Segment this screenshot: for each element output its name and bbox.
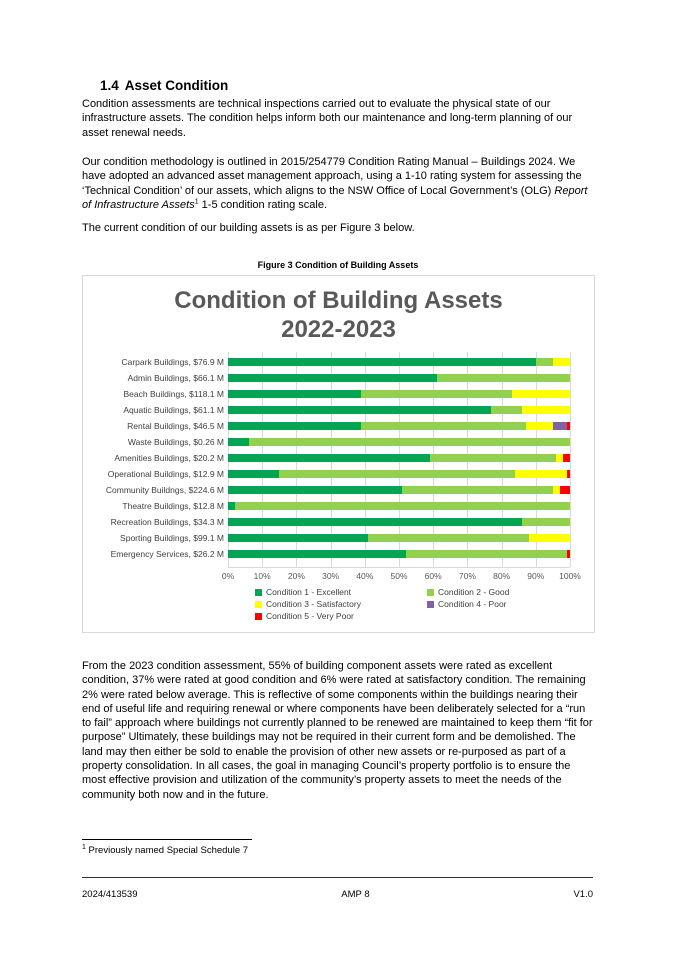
bar-segment bbox=[402, 486, 552, 494]
category-label: Operational Buildings, $12.9 M bbox=[107, 469, 224, 479]
category-label: Admin Buildings, $66.1 M bbox=[127, 373, 224, 383]
bar-segment bbox=[249, 438, 570, 446]
bar-segment bbox=[567, 422, 570, 430]
chart-row bbox=[83, 482, 570, 498]
bar-segment bbox=[529, 534, 570, 542]
category-label: Theatre Buildings, $12.8 M bbox=[122, 501, 224, 511]
bar-segment bbox=[228, 454, 430, 462]
chart-title-line1: Condition of Building Assets bbox=[174, 287, 503, 314]
chart-row bbox=[83, 418, 570, 434]
bar-segment bbox=[279, 470, 515, 478]
footer-doc-number: 2024/413539 bbox=[82, 889, 138, 900]
footnote bbox=[82, 845, 248, 856]
chart-legend bbox=[255, 587, 509, 621]
footnote-divider bbox=[82, 839, 252, 840]
x-axis-tick-label: 90% bbox=[527, 571, 545, 581]
x-axis-tick-label: 70% bbox=[458, 571, 476, 581]
bar-stack bbox=[228, 486, 570, 494]
bar-segment bbox=[361, 422, 525, 430]
paragraph-3: The current condition of our building assets is as per Figure 3 below. bbox=[82, 222, 415, 234]
category-label: Community Buildngs, $224.6 M bbox=[105, 485, 224, 495]
figure-caption: Figure 3 Condition of Building Assets bbox=[257, 260, 419, 270]
bar-stack bbox=[228, 390, 570, 398]
bar-segment bbox=[228, 550, 406, 558]
category-label: Emergency Services, $26.2 M bbox=[110, 549, 224, 559]
bar-segment bbox=[228, 374, 437, 382]
legend-swatch bbox=[255, 589, 262, 596]
legend-swatch bbox=[427, 601, 434, 608]
legend-item bbox=[427, 587, 509, 597]
bar-segment bbox=[567, 470, 570, 478]
bar-stack bbox=[228, 502, 570, 510]
x-axis-tick-label: 0% bbox=[221, 571, 235, 581]
legend-item bbox=[255, 611, 427, 621]
x-axis-tick-label: 10% bbox=[253, 571, 271, 581]
paragraph-2-tail: 1-5 condition rating scale. bbox=[198, 198, 328, 211]
footnote-text: Previously named Special Schedule 7 bbox=[85, 845, 249, 856]
bar-segment bbox=[553, 486, 560, 494]
bar-segment bbox=[228, 390, 361, 398]
bar-stack bbox=[228, 422, 570, 430]
footnote-number: 1 bbox=[82, 843, 86, 851]
category-label: Waste Buildings, $0.26 M bbox=[127, 437, 224, 447]
bar-segment bbox=[515, 470, 566, 478]
bar-stack bbox=[228, 374, 570, 382]
footnote-ref: 1 bbox=[194, 198, 199, 206]
category-label: Beach Buildings, $118.1 M bbox=[123, 389, 224, 399]
bar-segment bbox=[553, 422, 567, 430]
bar-stack bbox=[228, 470, 570, 478]
legend-swatch bbox=[427, 589, 434, 596]
footer-version: V1.0 bbox=[573, 889, 593, 900]
x-axis-tick-label: 30% bbox=[322, 571, 340, 581]
legend-label: Condition 1 - Excellent bbox=[266, 587, 352, 597]
footer-divider bbox=[82, 877, 593, 878]
paragraph-1: Condition assessments are technical inspections carried out to evaluate the physical state of our infrastructure assets. The condition helps inform both our maintenance and long-term planning of our asset renewal needs. bbox=[82, 98, 573, 139]
analysis-paragraph: From the 2023 condition assessment, 55% of building component assets were rated as excellent condition, 37% were rated at good condition and 6% were rated at satisfactory condition. The remaining 2% were rated below average. This is reflective of some components within the buildings nearing their end of useful life and requiring renewal or where components have been deliberately selected for a “run to fail” approach where buildings not currently planned to be renewed are maintained to keep them “fit for purpose” Ultimately, these buildings may not be required in their current form and be demolished. The land may then either be sold to enable the provision of other new assets or re-purposed as part of a property consolidation. In all cases, the goal in managing Council’s property portfolio is to ensure the most effective provision and utilization of the community’s property assets to meet the needs of the community both now and in the future. bbox=[82, 660, 593, 801]
bar-segment bbox=[368, 534, 529, 542]
x-axis-ticks bbox=[221, 571, 581, 583]
bar-stack bbox=[228, 438, 570, 446]
legend-label: Condition 4 - Poor bbox=[438, 599, 507, 609]
grid-line bbox=[570, 352, 571, 567]
x-axis-tick-label: 80% bbox=[493, 571, 511, 581]
legend-swatch bbox=[255, 601, 262, 608]
bar-segment bbox=[235, 502, 570, 510]
chart-title bbox=[83, 286, 594, 344]
category-label: Recreation Buildings, $34.3 M bbox=[110, 517, 224, 527]
bar-stack bbox=[228, 406, 570, 414]
category-label: Sporting Buildings, $99.1 M bbox=[120, 533, 224, 543]
footer-doc-title: AMP 8 bbox=[341, 889, 370, 900]
chart-row bbox=[83, 434, 570, 450]
chart-title-line2: 2022-2023 bbox=[281, 316, 396, 343]
report-title-italic: Report of Infrastructure Assets bbox=[82, 184, 588, 211]
x-axis-tick-label: 40% bbox=[356, 571, 374, 581]
legend-item bbox=[427, 599, 509, 609]
bar-segment bbox=[430, 454, 557, 462]
x-axis-tick-label: 100% bbox=[559, 571, 581, 581]
chart-row bbox=[83, 514, 570, 530]
bar-segment bbox=[556, 454, 563, 462]
chart-row bbox=[83, 370, 570, 386]
chart-row bbox=[83, 546, 570, 562]
legend-swatch bbox=[255, 613, 262, 620]
paragraph-2 bbox=[82, 155, 594, 212]
bar-segment bbox=[228, 470, 279, 478]
bar-segment bbox=[228, 358, 536, 366]
bar-segment bbox=[553, 358, 570, 366]
x-axis-tick-label: 20% bbox=[287, 571, 305, 581]
bar-segment bbox=[536, 358, 553, 366]
bar-segment bbox=[228, 534, 368, 542]
bar-stack bbox=[228, 518, 570, 526]
chart-row bbox=[83, 402, 570, 418]
bar-segment bbox=[526, 422, 553, 430]
chart-rows bbox=[83, 354, 570, 562]
category-label: Amenities Buildings, $20.2 M bbox=[114, 453, 224, 463]
bar-stack bbox=[228, 550, 570, 558]
bar-segment bbox=[437, 374, 570, 382]
page-footer bbox=[82, 889, 593, 900]
legend-label: Condition 3 - Satisfactory bbox=[266, 599, 361, 609]
x-axis-tick-label: 60% bbox=[424, 571, 442, 581]
bar-segment bbox=[228, 438, 249, 446]
chart-row bbox=[83, 450, 570, 466]
legend-label: Condition 2 - Good bbox=[438, 587, 510, 597]
chart-row bbox=[83, 354, 570, 370]
category-label: Rental Buildings, $46.5 M bbox=[127, 421, 224, 431]
bar-segment bbox=[228, 486, 402, 494]
bar-segment bbox=[522, 518, 570, 526]
legend-item bbox=[255, 587, 427, 597]
paragraph-2-text: Our condition methodology is outlined in 2015/254779 Condition Rating Manual – Buildings 2024. We have adopted an advanced asset management approach, using a 1-10 rating system for assessing the ‘Technical Condition’ of our assets, which aligns to the NSW Office of Local Government’s (OLG) bbox=[82, 156, 582, 197]
bar-stack bbox=[228, 358, 570, 366]
bar-segment bbox=[228, 502, 235, 510]
chart-row bbox=[83, 466, 570, 482]
bar-segment bbox=[512, 390, 570, 398]
category-label: Carpark Buildings, $76.9 M bbox=[121, 357, 224, 367]
category-label: Aquatic Buildings, $61.1 M bbox=[123, 405, 224, 415]
section-title: Asset Condition bbox=[124, 78, 229, 93]
section-heading bbox=[100, 78, 594, 93]
bar-segment bbox=[560, 486, 570, 494]
legend-item bbox=[255, 599, 427, 609]
x-axis-tick-label: 50% bbox=[390, 571, 408, 581]
bar-segment bbox=[522, 406, 570, 414]
bar-segment bbox=[491, 406, 522, 414]
bar-stack bbox=[228, 534, 570, 542]
chart-container bbox=[82, 275, 595, 633]
bar-stack bbox=[228, 454, 570, 462]
bar-segment bbox=[228, 422, 361, 430]
bar-segment bbox=[361, 390, 511, 398]
section-number: 1.4 bbox=[100, 78, 119, 93]
bar-segment bbox=[563, 454, 570, 462]
bar-segment bbox=[567, 550, 570, 558]
chart-row bbox=[83, 530, 570, 546]
chart-row bbox=[83, 386, 570, 402]
bar-segment bbox=[406, 550, 567, 558]
bar-segment bbox=[228, 406, 491, 414]
bar-segment bbox=[228, 518, 522, 526]
legend-label: Condition 5 - Very Poor bbox=[266, 611, 354, 621]
chart-row bbox=[83, 498, 570, 514]
